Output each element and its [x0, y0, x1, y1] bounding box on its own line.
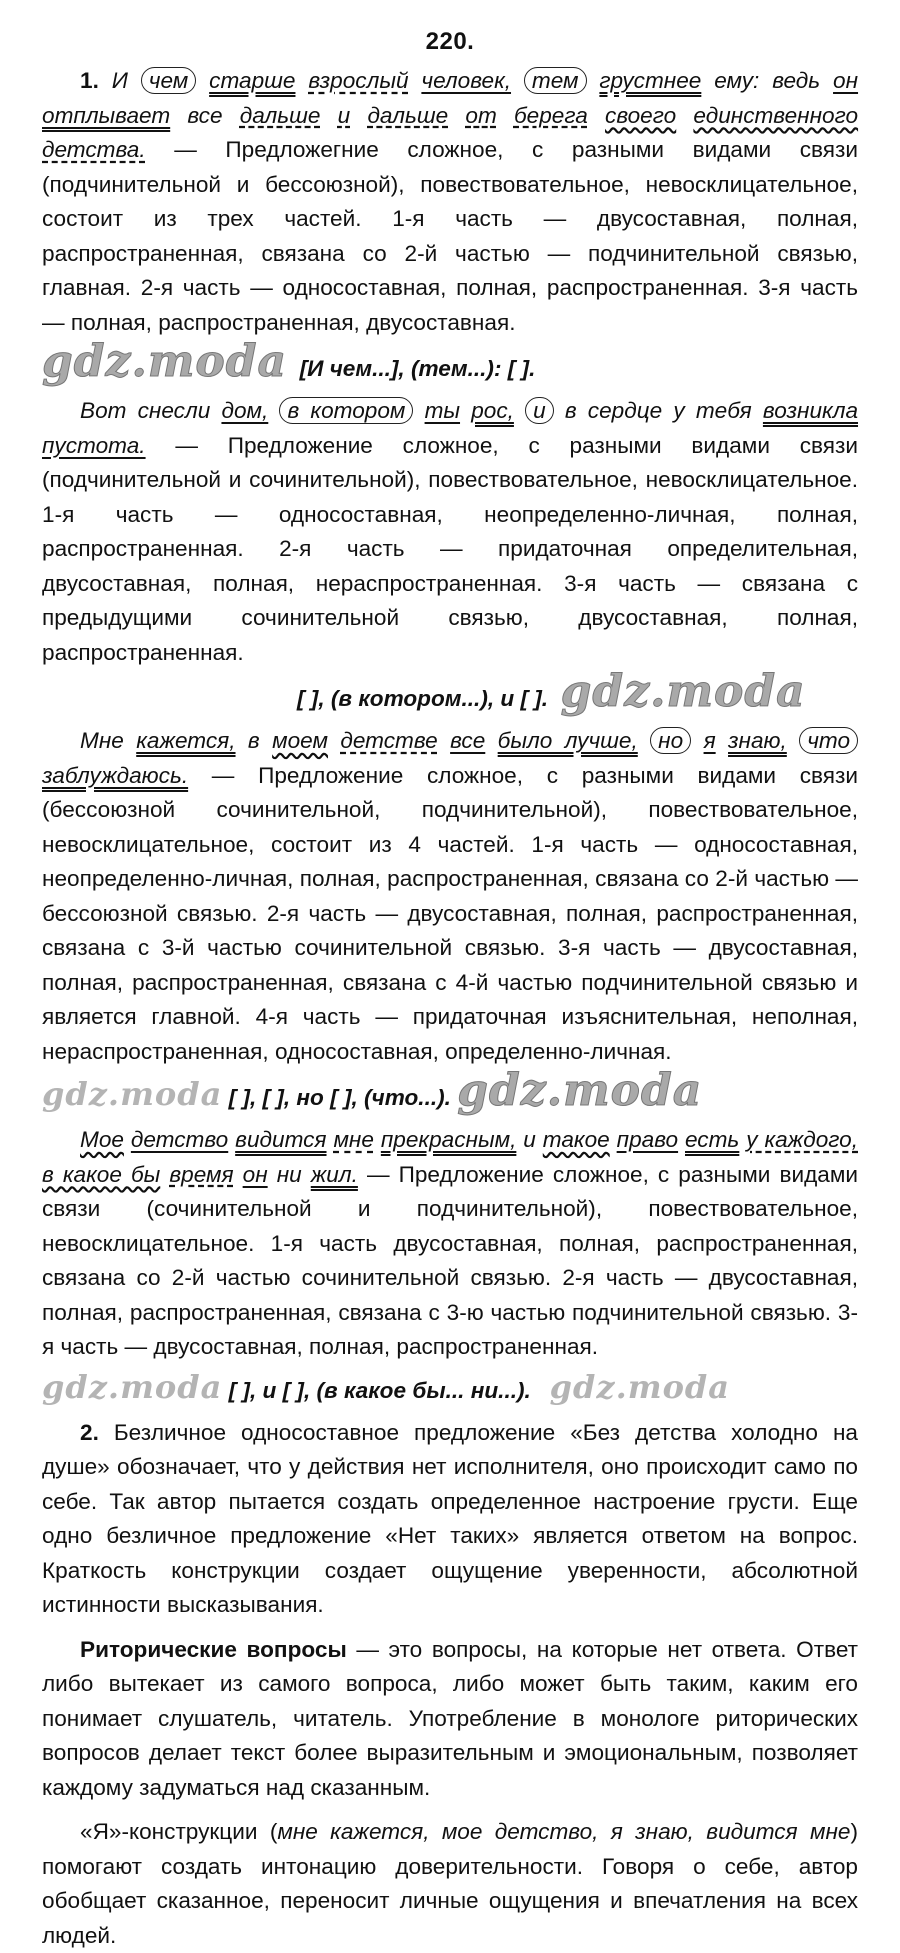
example-sentence: И чем старше взрослый человек, тем грустнее ему: ведь он отплывает все дальше и дальше от берега своего единственного детства.: [42, 68, 859, 162]
sentence-scheme-1: gdz.moda [И чем...], (тем...): [ ].: [42, 336, 536, 387]
analysis-text: — Предложение сложное, с разными видами связи (бессоюзной сочинительной, подчинительной), повествовательное, невосклицательное, состоит из 4 частей. 1-я часть — односоставная, неопределенно-личная, полная, распространенная, связана со 2-й частью — бессоюзной связью. 2-я часть — двусоставная, полная, распространенная, связана с 3-й частью сочинительной связью. 3-я часть — двусоставная, полная, распространенная, связана с 4-й частью подчинительной связью и является главной. 4-я часть — придаточная изъяснительная, неполная, нераспространенная, односоставная, определенно-личная.: [42, 762, 858, 1064]
analysis-text: — Предложение сложное, с разными видами связи (сочинительной и подчинительной), повествовательное, невосклицательное. 1-я часть двусоставная, полная, распространенная, связана со 2-й частью сочинительной связью. 2-я часть — двусоставная, полная, распространенная, связана с 3-ю частью подчинительной связью. 3-я часть — двусоставная, полная, распространенная.: [42, 1161, 858, 1359]
example-sentence: Мне кажется, в моем детстве все было лучше, но я знаю, что заблуждаюсь.: [42, 727, 858, 788]
exercise-1-example-2: [42, 394, 858, 670]
watermark-logo: gdz.moda: [42, 1075, 223, 1113]
watermark-logo: gdz.moda: [42, 1367, 223, 1406]
analysis-text: — Предложение сложное, с разными видами связи (подчинительной и сочинительной), повествовательное, невосклицательное. 1-я часть — односоставная, неопределенно-личная, полная, распространенная. 2-я часть — придаточная определительная, двусоставная, полная, нераспространенная. 3-я часть — связана с предыдущими сочинительной связью, двусоставная, полная, распространенная.: [42, 432, 858, 665]
exercise-2-paragraph-1: 2. Безличное односоставное предложение «Без детства холодно на душе» обозначает, что у действия нет исполнителя, оно происходит само по себе. Так автор пытается создать определенное настроение грусти. Еще одно безличное предложение «Нет таких» является ответом на вопрос. Краткость конструкции создает ощущение уверенности, абсолютной истинности высказывания.: [42, 1419, 858, 1617]
exercise-2-paragraph-3: «Я»-конструкции (мне кажется, мое детство, я знаю, видится мне) помогают создать интонацию доверительности. Говоря о себе, автор обобщает сказанное, переносит личные ощущения и впечатления на всех людей.: [42, 1819, 858, 1948]
exercise-1-example-3: [42, 724, 858, 1069]
item-number: 1.: [80, 68, 99, 93]
analysis-text: — Предложегние сложное, с разными видами связи (подчинительной и бессоюзной), повествовательное, невосклицательное, состоит из трех частей. 1-я часть — двусоставная, полная, распространенная, связана со 2-й частью — подчинительной связью, главная. 2-я часть — односоставная, полная, распространенная. 3-я часть — полная, распространенная, двусоставная.: [42, 137, 858, 335]
watermark-logo: gdz.moda: [42, 336, 288, 387]
example-sentence: Мое детство видится мне прекрасным, и такое право есть у каждого, в какое бы время он ни жил.: [42, 1127, 859, 1187]
watermark-logo: gdz.moda: [560, 666, 806, 717]
textbook-page: [42, 28, 858, 1953]
example-sentence: Вот снесли дом, в котором ты рос, и в сердце у тебя возникла пустота.: [42, 398, 859, 458]
sentence-scheme-3: gdz.moda [ ], [ ], но [ ], (что...). gdz.moda: [42, 1065, 703, 1116]
exercise-1-example-1: [42, 64, 858, 340]
exercise-2-paragraph-2: Риторические вопросы — это вопросы, на которые нет ответа. Ответ либо вытекает из самого вопроса, либо может быть таким, каким его понимает слушатель, читатель. Употребление в монологе риторических вопросов делает текст более выразительным и эмоциональным, позволяет каждому задуматься над сказанным.: [42, 1636, 858, 1800]
watermark-logo: gdz.moda: [457, 1065, 703, 1116]
exercise-1-example-4: [42, 1123, 858, 1365]
page-number: 220.: [425, 28, 475, 55]
item-number: 2.: [80, 1419, 99, 1445]
sentence-scheme-4: gdz.moda [ ], и [ ], (в какое бы... ни...). gdz.moda: [42, 1367, 731, 1406]
sentence-scheme-2: [ ], (в котором...), и [ ]. gdz.moda: [297, 666, 806, 717]
term-rhetorical-questions: Риторические вопросы: [80, 1636, 347, 1662]
watermark-logo: gdz.moda: [549, 1367, 731, 1406]
